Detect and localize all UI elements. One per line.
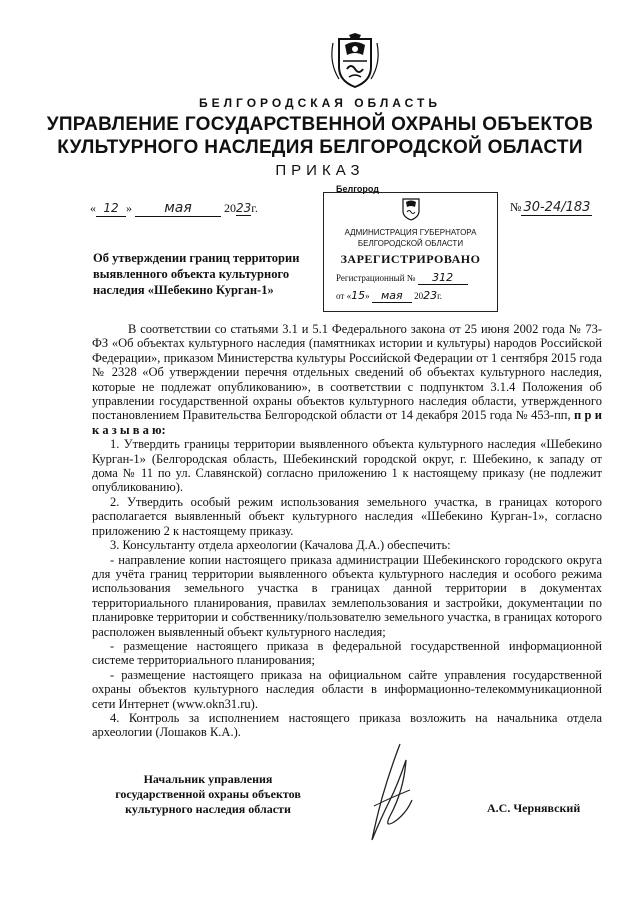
stamp-mid: » [365, 291, 370, 301]
date-close-quote: » [126, 201, 132, 215]
signatory-title-line3: культурного наследия области [125, 802, 291, 816]
orders-word: п р и к а з ы в а ю: [92, 408, 603, 437]
item-3c: - размещение настоящего приказа на официальном сайте управления государственной охраны объектов культурного наследия области в информационно-телекоммуникационной сети Интернет (www.okn31.ru). [92, 667, 602, 711]
stamp-reg-number-line [324, 271, 497, 285]
item-3b: - размещение настоящего приказа в федеральной государственной информационной системе территориального планирования; [92, 638, 602, 668]
preamble-text: В соответствии со статьями 3.1 и 5.1 Федерального закона от 25 июня 2002 года № 73-ФЗ «Об объектах культурного наследия (памятниках истории и культуры) народов Российской Федерации», приказом Министерства культуры Российской Федерации от 1 сентября 2015 года № 2328 «Об утверждении перечня отдельных сведений об объектах культурного наследия, которые не подлежат опубликованию», в соответствии с подпунктом 3.1.4 Положения об управлении государственной охраны объектов культурного наследия области, утвержденного постановлением Правительства Белгородской области от 14 декабря 2015 года № 453-пп, [92, 322, 602, 423]
stamp-reg-label: Регистрационный № [336, 273, 416, 283]
number-prefix: № [510, 200, 522, 214]
stamp-line2: БЕЛГОРОДСКОЙ ОБЛАСТИ [357, 239, 464, 248]
region-title: БЕЛГОРОДСКАЯ ОБЛАСТЬ [199, 96, 441, 110]
stamp-day: 15 [351, 289, 366, 302]
stamp-registered: ЗАРЕГИСТРИРОВАНО [340, 252, 481, 266]
item-2: 2. Утвердить особый режим использования земельного участка, в границах которого располагается выявленный объект культурного наследия «Шебекино Курган-1», согласно приложению 2 к настоящему приказу. [92, 494, 602, 538]
document-body [92, 322, 602, 740]
stamp-year-suffix: 23 [423, 289, 438, 302]
stamp-emblem-icon [400, 197, 422, 221]
item-1: 1. Утвердить границы территории выявленного объекта культурного наследия «Шебекино Курган-1» (Белгородская область, Шебекинский городской округ, г. Шебекино, к западу от дома № 11 по ул. Славянской) согласно приложению 1 к настоящему приказу (не подлежит опубликованию). [92, 437, 602, 495]
signatory-title-line2: государственной охраны объектов [115, 787, 301, 801]
organization-title-line1: УПРАВЛЕНИЕ ГОСУДАРСТВЕННОЙ ОХРАНЫ ОБЪЕКТОВ [46, 114, 594, 135]
document-type: ПРИКАЗ [275, 162, 365, 179]
registration-stamp [323, 192, 498, 312]
stamp-line1: АДМИНИСТРАЦИЯ ГУБЕРНАТОРА [344, 228, 477, 237]
date-open-quote: « [90, 201, 96, 215]
date-month: мая [135, 200, 221, 217]
item-4: 4. Контроль за исполнением настоящего приказа возложить на начальника отдела археологии (Лошаков К.А.). [92, 710, 602, 740]
item-3a: - направление копии настоящего приказа администрации Шебекинского городского округа для учёта границ территории выявленного объекта культурного наследия и особого режима использования земельного участка в границах данной территории в документах территориального планирования, правилах землепользования и застройки, документации по планировке территории и собственнику/пользователю земельного участка, в границах которого расположен выявленный объект культурного наследия; [92, 552, 602, 639]
date-day: 12 [96, 201, 126, 217]
date-year-prefix: 20 [224, 201, 236, 215]
number-value: 30-24/183 [523, 200, 591, 215]
signatory-title-line1: Начальник управления [143, 772, 273, 786]
handwritten-signature [360, 740, 420, 850]
stamp-year-mark: г. [437, 291, 443, 301]
stamp-date-line [324, 289, 497, 303]
stamp-month: мая [372, 289, 412, 303]
organization-title [0, 113, 640, 159]
date-year-mark: г. [251, 201, 258, 215]
city-label: Белгород [336, 184, 379, 194]
item-3: 3. Консультанту отдела археологии (Качалова Д.А.) обеспечить: [110, 538, 451, 553]
preamble-paragraph [92, 322, 602, 437]
organization-title-line2: КУЛЬТУРНОГО НАСЛЕДИЯ БЕЛГОРОДСКОЙ ОБЛАСТИ [57, 137, 583, 158]
stamp-reg-number: 312 [418, 271, 468, 285]
stamp-from-label: от « [336, 291, 352, 301]
stamp-year-prefix: 20 [414, 291, 424, 301]
document-date [90, 200, 258, 217]
coat-of-arms-emblem [329, 33, 381, 89]
document-number [510, 200, 592, 215]
date-year-suffix: 23 [236, 201, 252, 215]
signatory-name: А.С. Чернявский [487, 801, 581, 815]
signatory-title [93, 772, 323, 817]
document-subject: Об утверждении границ территории выявленного объекта культурного наследия «Шебекино Курган-1» [93, 251, 300, 297]
